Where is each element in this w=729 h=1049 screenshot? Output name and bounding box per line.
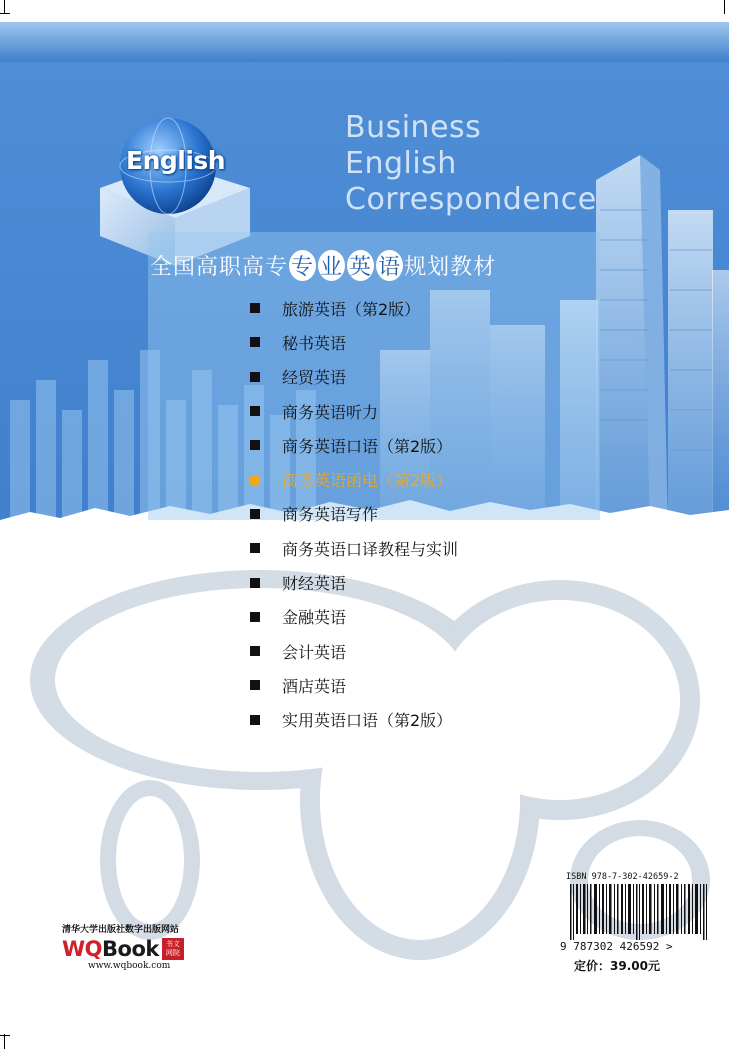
series-title-highlight-char: 专 xyxy=(289,250,316,281)
book-title: 商务英语口译教程与实训 xyxy=(282,539,459,559)
series-title-highlight-char: 语 xyxy=(376,250,403,281)
square-bullet-icon xyxy=(250,475,260,485)
crop-mark-top-left-h xyxy=(0,13,10,14)
list-item xyxy=(250,600,458,634)
wordmark-ok: ok xyxy=(131,937,159,961)
title-line-english: English xyxy=(345,146,457,181)
square-bullet-icon xyxy=(250,578,260,588)
square-bullet-icon xyxy=(250,337,260,347)
book-title: 实用英语口语（第2版） xyxy=(282,711,453,731)
list-item-current-book xyxy=(250,462,458,496)
publisher-logo-block xyxy=(62,922,222,971)
book-price: 定价：39.00元 xyxy=(574,959,660,973)
isbn-barcode-block xyxy=(560,872,720,974)
list-item xyxy=(250,531,458,565)
barcode-digits: 9 787302 426592 > xyxy=(560,940,673,953)
book-title: 酒店英语 xyxy=(282,676,347,696)
square-bullet-icon xyxy=(250,303,260,313)
square-bullet-icon xyxy=(250,406,260,416)
book-title: 旅游英语（第2版） xyxy=(282,299,421,319)
barcode-graphic xyxy=(566,884,714,940)
square-bullet-icon xyxy=(250,646,260,656)
crop-mark-top-right xyxy=(724,0,725,14)
series-book-list xyxy=(250,291,458,737)
list-item xyxy=(250,565,458,599)
wordmark-wq: WQ xyxy=(62,937,103,961)
crop-mark-top-left xyxy=(4,0,5,14)
book-title: 秘书英语 xyxy=(282,333,347,353)
globe-english-label: English xyxy=(126,146,226,175)
chinese-series-title xyxy=(150,250,590,281)
list-item xyxy=(250,428,458,462)
list-item xyxy=(250,634,458,668)
book-title: 商务英语口语（第2版） xyxy=(282,436,453,456)
series-title-highlight-char: 业 xyxy=(318,250,345,281)
series-title-before: 全国高职高专 xyxy=(150,255,289,280)
book-title: 会计英语 xyxy=(282,642,347,662)
book-title: 金融英语 xyxy=(282,608,347,628)
crop-mark-bottom-left-h xyxy=(0,1035,10,1036)
english-series-title xyxy=(345,110,597,218)
wqbook-logo xyxy=(62,937,222,961)
list-item xyxy=(250,703,458,737)
publisher-stamp-icon: 书文网院 xyxy=(162,938,184,960)
header-top-stripe xyxy=(0,22,729,62)
isbn-number: ISBN 978-7-302-42659-2 xyxy=(566,872,679,882)
list-item xyxy=(250,497,458,531)
square-bullet-icon xyxy=(250,612,260,622)
square-bullet-icon xyxy=(250,680,260,690)
square-bullet-icon xyxy=(250,543,260,553)
series-title-highlight-char: 英 xyxy=(347,250,374,281)
square-bullet-icon xyxy=(250,372,260,382)
book-title: 经贸英语 xyxy=(282,368,347,388)
book-title: 商务英语听力 xyxy=(282,402,379,422)
crop-mark-bottom-left xyxy=(4,1034,5,1049)
square-bullet-icon xyxy=(250,509,260,519)
list-item xyxy=(250,394,458,428)
publisher-url: www.wqbook.com xyxy=(88,961,171,971)
list-item xyxy=(250,325,458,359)
series-title-after: 规划教材 xyxy=(404,255,497,280)
title-line-business: Business xyxy=(345,110,482,145)
title-line-correspondence: Correspondence xyxy=(345,182,597,217)
book-title: 商务英语写作 xyxy=(282,505,379,525)
list-item xyxy=(250,360,458,394)
wqbook-wordmark xyxy=(62,937,159,961)
square-bullet-icon xyxy=(250,715,260,725)
list-item xyxy=(250,668,458,702)
publisher-site-name: 清华大学出版社数字出版网站 xyxy=(62,925,180,935)
wordmark-bo: Bo xyxy=(102,937,132,961)
book-title: 商务英语函电（第2版） xyxy=(282,471,453,491)
square-bullet-icon xyxy=(250,440,260,450)
list-item xyxy=(250,291,458,325)
book-title: 财经英语 xyxy=(282,574,347,594)
